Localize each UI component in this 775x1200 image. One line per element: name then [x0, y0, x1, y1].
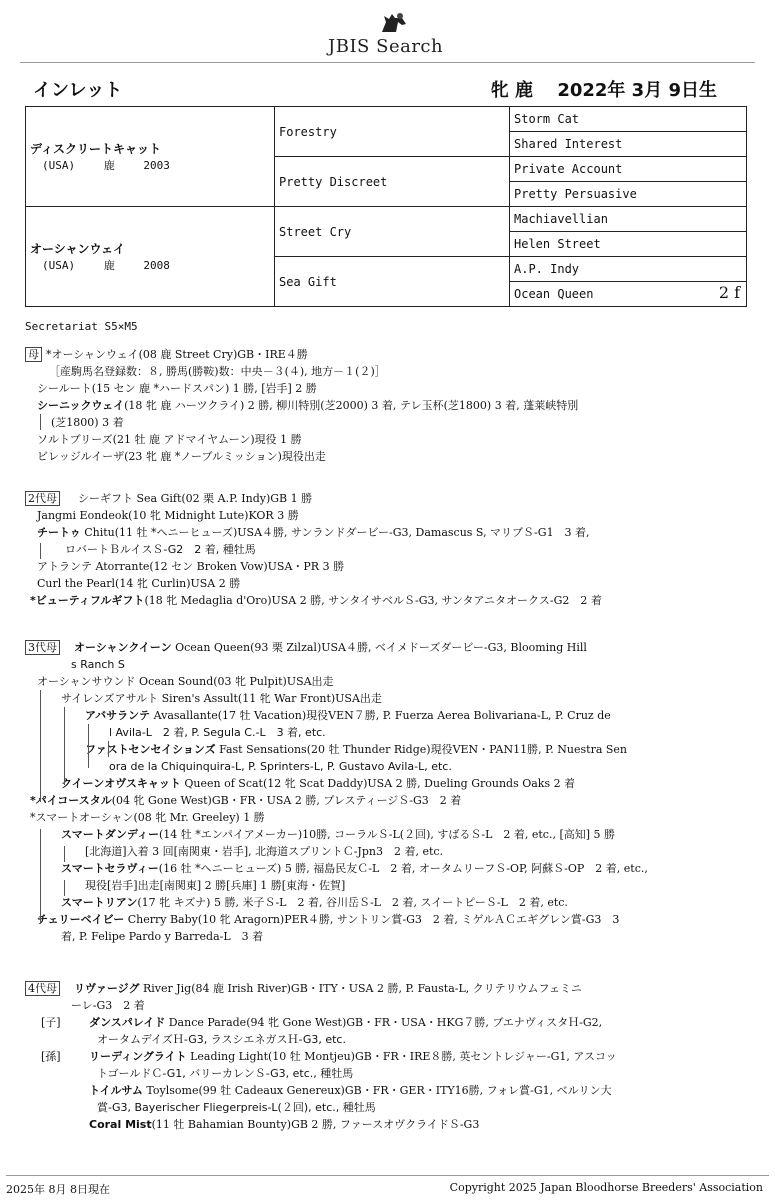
section-tag: 3代母 — [25, 640, 60, 655]
offspring-name[interactable]: スマートセラヴィー — [61, 862, 159, 875]
line: (16 牡 *ヘニーヒューズ) 5 勝, 福島民友Ｃ-L 2 着, オータムリーフＳ-OP, 阿蘇Ｓ-OP 2 着, etc., — [158, 862, 648, 875]
section-tag: 2代母 — [25, 491, 60, 506]
horse-name: インレット — [33, 80, 123, 101]
line: ［産駒馬名登録数：８, 勝馬(勝鞍)数：中央－３(４), 地方－１(２)］ — [49, 365, 386, 378]
line: ーレ-G3 2 着 — [71, 999, 145, 1012]
line: アトランテ Atorrante(12 セン Broken Vow)USA・PR 3 勝 — [37, 560, 345, 573]
pedigree-cell[interactable]: Sea Gift — [275, 257, 510, 307]
third-dam-section — [25, 639, 755, 945]
line: Avasallante(17 牡 Vacation)現役VEN７勝, P. Fuerza Aerea Bolivariana-L, P. Cruz de — [150, 709, 611, 722]
header-divider — [20, 62, 755, 63]
line: サイレンズアサルト Siren's Assult(11 牝 War Front)USA出走 — [61, 692, 382, 705]
offspring-name[interactable]: スマートリアン — [61, 896, 138, 909]
line: 現役[岩手]出走[南関東] 2 勝[兵庫] 1 勝[東海・佐賀] — [85, 879, 346, 892]
tree-line — [40, 543, 41, 559]
ancestor-name[interactable]: リヴァージグ — [74, 982, 140, 995]
horse-info: 牝 鹿 2022年 3月 9日生 — [490, 80, 717, 101]
pedigree-table — [25, 106, 747, 307]
generation-label: [子] — [41, 1016, 61, 1029]
offspring-name[interactable]: ファストセンセイションズ — [85, 743, 216, 756]
footer-divider — [6, 1175, 769, 1176]
pedigree-cell[interactable]: Machiavellian — [510, 207, 747, 232]
line: Cherry Baby(10 牝 Aragorn)PER４勝, サントリン賞-G3 2 着, ミゲルＡＣエギグレン賞-G3 3 — [124, 913, 620, 926]
line: ora de la Chiquinquira-L, P. Sprinters-L, P. Gustavo Avila-L, etc. — [109, 760, 452, 773]
offspring-name[interactable]: Coral Mist — [89, 1118, 152, 1131]
second-dam-section — [25, 490, 755, 609]
line: Curl the Pearl(14 牝 Curlin)USA 2 勝 — [37, 577, 241, 590]
offspring-name[interactable]: リーディングライト — [89, 1050, 187, 1063]
sire-color: 鹿 — [103, 159, 115, 172]
line: シーギフト Sea Gift(02 栗 A.P. Indy)GB 1 勝 — [78, 492, 313, 505]
dam-section — [25, 346, 755, 465]
line: Chitu(11 牡 *ヘニーヒューズ)USA４勝, サンランドダービー-G3, Damascus S, マリブＳ-G1 3 着, — [80, 526, 590, 539]
copyright: Copyright 2025 Japan Bloodhorse Breeders' Association — [449, 1181, 763, 1194]
line: (04 牝 Gone West)GB・FR・USA 2 勝, プレスティージＳ-G3 2 着 — [111, 794, 462, 807]
line: オータムデイズＨ-G3, ラスシエネガスＨ-G3, etc. — [97, 1033, 346, 1046]
inbreeding-note: Secretariat S5×M5 — [25, 320, 138, 333]
tree-line — [40, 829, 41, 923]
line: (17 牝 キズナ) 5 勝, 米子Ｓ-L 2 着, 谷川岳Ｓ-L 2 着, スイートピーＳ-L 2 着, etc. — [137, 896, 568, 909]
sire-cell — [26, 107, 275, 207]
fourth-dam-section — [25, 980, 755, 1133]
line: トゴールドＣ-G1, バリーカレンＳ-G3, etc., 種牡馬 — [97, 1067, 354, 1080]
logo-text: JBIS Search — [328, 36, 444, 57]
as-of-date: 2025年 8月 8日現在 — [6, 1183, 110, 1196]
ancestor-name[interactable]: オーシャンクイーン — [74, 641, 172, 654]
line: Dance Parade(94 牝 Gone West)GB・FR・USA・HKG７勝, ブエナヴィスタＨ-G2, — [165, 1016, 603, 1029]
tree-line — [64, 846, 65, 862]
line: Leading Light(10 牡 Montjeu)GB・FR・IRE８勝, 英セントレジャー-G1, アスコッ — [186, 1050, 617, 1063]
offspring-name[interactable]: アバサランテ — [85, 709, 151, 722]
title-row — [33, 76, 735, 102]
dam-year: 2008 — [143, 259, 170, 272]
line: Fast Sensations(20 牡 Thunder Ridge)現役VEN・PAN11勝, P. Nuestra Sen — [215, 743, 628, 756]
line: River Jig(84 鹿 Irish River)GB・ITY・USA 2 勝, P. Fausta-L, クリテリウムフェミニ — [139, 982, 582, 995]
dam-country: (USA) — [42, 259, 76, 272]
line: オーシャンサウンド Ocean Sound(03 牝 Pulpit)USA出走 — [37, 675, 334, 688]
tree-line — [64, 880, 65, 896]
line: Toylsome(99 牡 Cadeaux Genereux)GB・FR・GER・ITY16勝, フォレ賞-G1, ベルリン大 — [142, 1084, 612, 1097]
section-tag: 母 — [25, 347, 42, 362]
line: (14 牡 *エンパイアメーカー)10勝, コーラルＳ-L(２回), すばるＳ-L 2 着, etc., [高知] 5 勝 — [159, 828, 616, 841]
jbis-logo[interactable] — [0, 6, 775, 56]
line: 着, P. Felipe Pardo y Barreda-L 3 着 — [61, 930, 264, 943]
line: ロバートＢルイスＳ-G2 2 着, 種牡馬 — [65, 543, 256, 556]
offspring-name[interactable]: シーニックウェイ — [37, 399, 125, 412]
dam-cell — [26, 207, 275, 307]
tree-line — [88, 724, 89, 768]
tree-line — [40, 414, 41, 430]
line: (18 牝 鹿 ハーツクライ) 2 勝, 柳川特別(芝2000) 3 着, テレ玉杯(芝1800) 3 着, 蓬莱峡特別 — [124, 399, 579, 412]
offspring-name[interactable]: *ビューティフルギフト — [30, 594, 145, 607]
tree-line — [40, 690, 41, 802]
line: 賞-G3, Bayerischer Fliegerpreis-L(２回), etc., 種牡馬 — [97, 1101, 376, 1114]
pedigree-cell[interactable]: Shared Interest — [510, 132, 747, 157]
dam-color: 鹿 — [103, 259, 115, 272]
line: シールート(15 セン 鹿 *ハードスパン) 1 勝, [岩手] 2 勝 — [37, 382, 317, 395]
dam-name[interactable]: オーシャンウェイ — [30, 242, 126, 256]
generation-label: [孫] — [41, 1050, 61, 1063]
line: ソルトブリーズ(21 牡 鹿 アドマイヤムーン)現役 1 勝 — [37, 433, 302, 446]
pedigree-cell[interactable]: A.P. Indy — [510, 257, 747, 282]
offspring-name[interactable]: クイーンオヴスキャット — [61, 777, 181, 790]
sire-year: 2003 — [143, 159, 170, 172]
tree-line — [108, 741, 109, 757]
pedigree-cell[interactable]: Storm Cat — [510, 107, 747, 132]
pedigree-cell-label: Ocean Queen — [514, 287, 594, 301]
line: Queen of Scat(12 牝 Scat Daddy)USA 2 勝, Dueling Grounds Oaks 2 着 — [180, 777, 576, 790]
line: (11 牡 Bahamian Bounty)GB 2 勝, ファースオヴクライドＳ-G3 — [151, 1118, 480, 1131]
line: (18 牝 Medaglia d'Oro)USA 2 勝, サンタイサベルＳ-G3, サンタアニタオークス-G2 2 着 — [144, 594, 602, 607]
sire-country: (USA) — [42, 159, 76, 172]
line: l Avila-L 2 着, P. Segula C.-L 3 着, etc. — [109, 726, 326, 739]
pedigree-cell[interactable]: Private Account — [510, 157, 747, 182]
line: Jangmi Eondeok(10 牝 Midnight Lute)KOR 3 勝 — [37, 509, 299, 522]
pedigree-cell[interactable]: Pretty Discreet — [275, 157, 510, 207]
line: *オーシャンウェイ(08 鹿 Street Cry)GB・IRE４勝 — [46, 348, 308, 361]
pedigree-cell[interactable]: Street Cry — [275, 207, 510, 257]
pedigree-cell-ocean-queen[interactable] — [510, 282, 747, 307]
section-tag: 4代母 — [25, 981, 60, 996]
horse-head-icon — [378, 12, 408, 34]
offspring-name[interactable]: チートゥ — [37, 526, 81, 539]
tree-line — [64, 707, 65, 785]
offspring-name[interactable]: *パイコースタル — [30, 794, 112, 807]
line: s Ranch S — [71, 658, 125, 671]
pedigree-cell[interactable]: Helen Street — [510, 232, 747, 257]
sire-name[interactable]: ディスクリートキャット — [30, 142, 162, 156]
pedigree-cell[interactable]: Pretty Persuasive — [510, 182, 747, 207]
line: (芝1800) 3 着 — [51, 416, 124, 429]
pedigree-cell[interactable]: Forestry — [275, 107, 510, 157]
line: *スマートオーシャン(08 牝 Mr. Greeley) 1 勝 — [30, 811, 265, 824]
line: Ocean Queen(93 栗 Zilzal)USA４勝, ベイメドーズダービー-G3, Blooming Hill — [171, 641, 587, 654]
line: ビレッジルイーザ(23 牝 鹿 *ノーブルミッション)現役出走 — [37, 450, 326, 463]
line: [北海道]入着 3 回[南関東・岩手], 北海道スプリントＣ-Jpn3 2 着, etc. — [85, 845, 444, 858]
offspring-name[interactable]: スマートダンディー — [61, 828, 160, 841]
offspring-name[interactable]: チェリーベイビー — [37, 913, 125, 926]
offspring-name[interactable]: トイルサム — [89, 1084, 143, 1097]
offspring-name[interactable]: ダンスパレイド — [89, 1016, 166, 1029]
female-line-number: 2 f — [718, 283, 740, 302]
